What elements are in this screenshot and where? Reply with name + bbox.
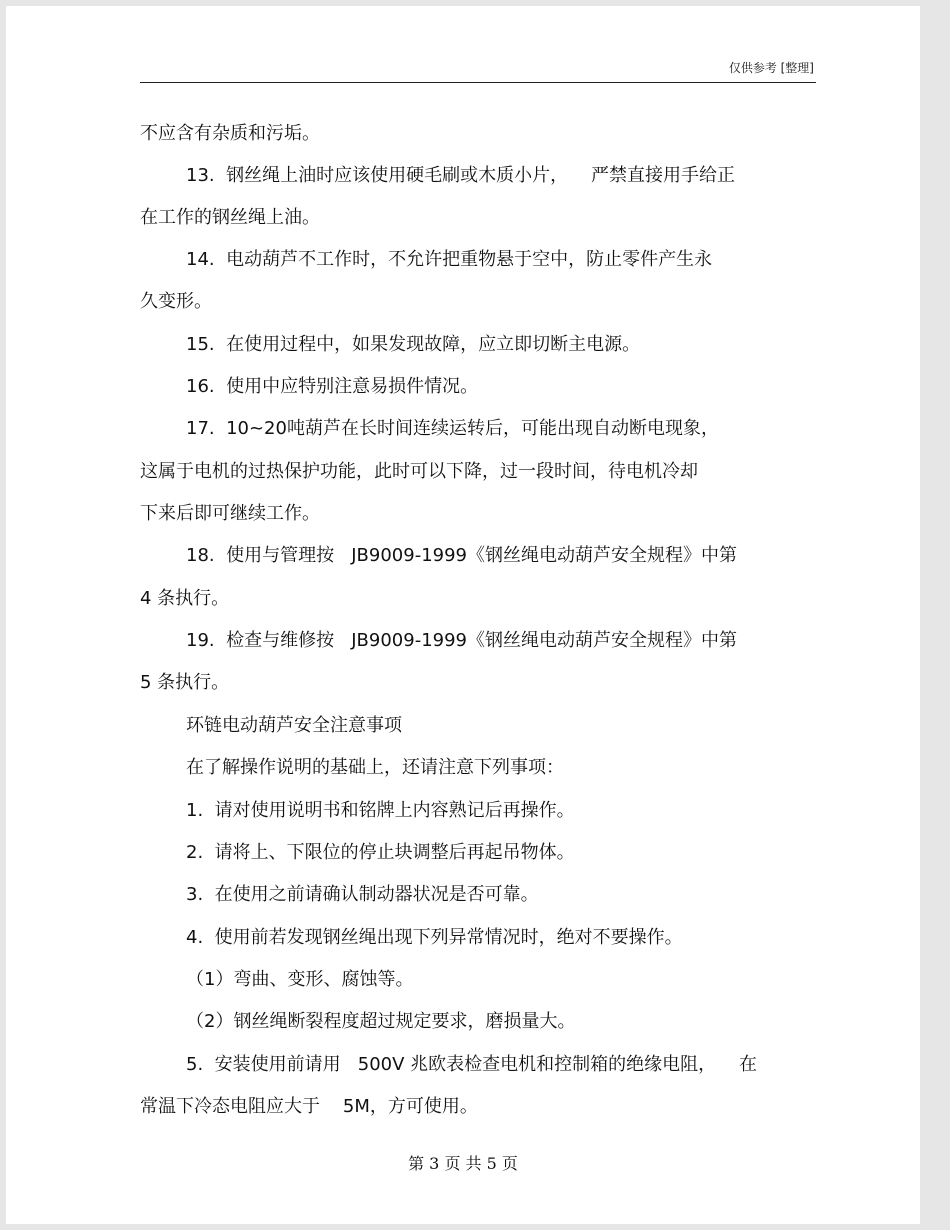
page-footer: 第 3 页 共 5 页 — [408, 1154, 518, 1173]
section-heading: 环链电动葫芦安全注意事项 — [186, 715, 402, 736]
body-line: 5 条执行。 — [140, 672, 230, 693]
body-line: 下来后即可继续工作。 — [140, 503, 320, 524]
body-line: 常温下冷态电阻应大于 5M，方可使用。 — [140, 1096, 478, 1117]
body-line: 久变形。 — [140, 291, 212, 312]
header-note: 仅供参考 [整理] — [728, 61, 814, 75]
body-line: 在了解操作说明的基础上，还请注意下列事项： — [186, 757, 564, 778]
body-line: 18. 使用与管理按 JB9009-1999《钢丝绳电动葫芦安全规程》中第 — [186, 545, 738, 566]
body-line: （2）钢丝绳断裂程度超过规定要求，磨损量大。 — [186, 1011, 576, 1032]
body-line: 不应含有杂质和污垢。 — [140, 123, 320, 144]
body-line: 4 条执行。 — [140, 588, 230, 609]
body-line: 在工作的钢丝绳上油。 — [140, 207, 320, 228]
body-line: 2. 请将上、下限位的停止块调整后再起吊物体。 — [186, 842, 575, 863]
body-line: 19. 检查与维修按 JB9009-1999《钢丝绳电动葫芦安全规程》中第 — [186, 630, 738, 651]
body-line: 17. 10~20吨葫芦在长时间连续运转后，可能出现自动断电现象， — [186, 418, 719, 439]
body-line: 5. 安装使用前请用 500V 兆欧表检查电机和控制箱的绝缘电阻， 在 — [186, 1054, 758, 1075]
body-line: （1）弯曲、变形、腐蚀等。 — [186, 969, 414, 990]
body-line: 1. 请对使用说明书和铭牌上内容熟记后再操作。 — [186, 800, 575, 821]
body-line: 这属于电机的过热保护功能，此时可以下降，过一段时间，待电机冷却 — [140, 461, 698, 482]
body-line: 16. 使用中应特别注意易损件情况。 — [186, 376, 479, 397]
document-page — [6, 6, 920, 1224]
page-header — [140, 58, 816, 83]
body-line: 4. 使用前若发现钢丝绳出现下列异常情况时，绝对不要操作。 — [186, 927, 683, 948]
body-line: 3. 在使用之前请确认制动器状况是否可靠。 — [186, 884, 539, 905]
body-line: 15. 在使用过程中，如果发现故障，应立即切断主电源。 — [186, 334, 641, 355]
body-line: 13. 钢丝绳上油时应该使用硬毛刷或木质小片， 严禁直接用手给正 — [186, 165, 735, 186]
body-line: 14. 电动葫芦不工作时，不允许把重物悬于空中，防止零件产生永 — [186, 249, 713, 270]
